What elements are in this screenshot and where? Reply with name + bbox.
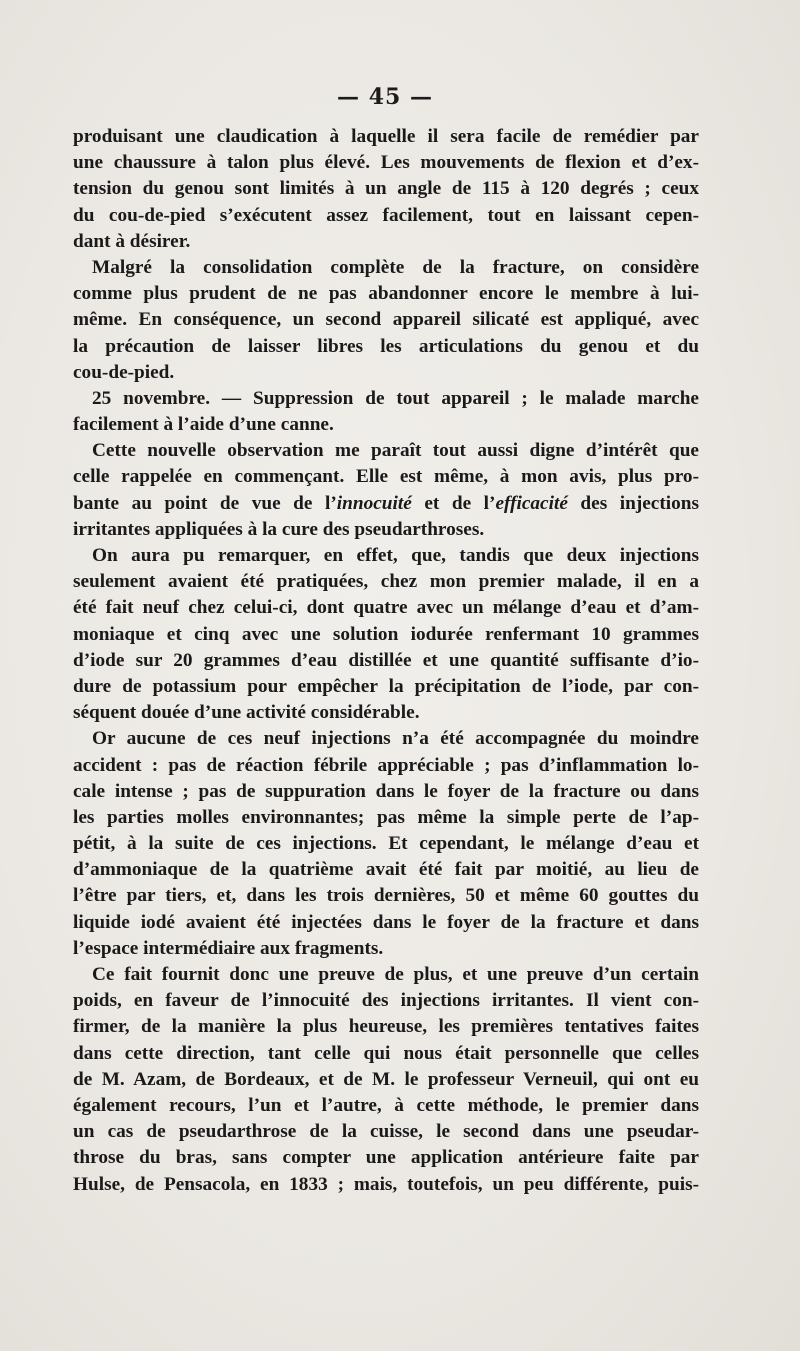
text-line: On aura pu remarquer, en effet, que, tandis que deux injections xyxy=(92,545,699,566)
text-line: facilement à l’aide d’une canne. xyxy=(73,414,334,436)
text-line: bante au point de vue de l’innocuité et de l’efficacité des injections xyxy=(73,492,700,514)
text-line: Or aucune de ces neuf injections n’a été accompagnée du moindre xyxy=(92,728,699,750)
text-line: dant à désirer. xyxy=(73,230,191,252)
text-line: séquent douée d’une activité considérable. xyxy=(73,702,420,724)
text-line: dure de potassium pour empêcher la précipitation de l’iode, par con- xyxy=(73,675,699,697)
text-line: Malgré la consolidation complète de la fracture, on considère xyxy=(92,256,699,278)
text-line: poids, en faveur de l’innocuité des injections irritantes. Il vient con- xyxy=(73,990,699,1012)
text-line: irritantes appliquées à la cure des pseudarthroses. xyxy=(73,518,485,540)
body-text xyxy=(73,124,699,1198)
text-line: moniaque et cinq avec une solution iodurée renfermant 10 grammes xyxy=(73,623,699,645)
text-line: de M. Azam, de Bordeaux, et de M. le professeur Verneuil, qui ont eu xyxy=(73,1068,699,1090)
text-line: d’iode sur 20 grammes d’eau distillée et une quantité suffisante d’io- xyxy=(73,649,699,671)
text-line: produisant une claudication à laquelle il sera facile de remédier par xyxy=(73,126,699,147)
text-line: Cette nouvelle observation me paraît tout aussi digne d’intérêt que xyxy=(92,440,699,462)
text-line: dans cette direction, tant celle qui nous était personnelle que celles xyxy=(73,1042,699,1064)
text-line: celle rappelée en commençant. Elle est même, à mon avis, plus pro- xyxy=(73,466,699,488)
page-number: — 45 — xyxy=(337,84,433,110)
text-line: pétit, à la suite de ces injections. Et cependant, le mélange d’eau et xyxy=(73,833,699,855)
text-line: 25 novembre. — Suppression de tout appareil ; le malade marche xyxy=(92,387,699,409)
text-line: liquide iodé avaient été injectées dans le foyer de la fracture et dans xyxy=(73,911,699,933)
text-line: l’espace intermédiaire aux fragments. xyxy=(73,937,384,959)
text-line: accident : pas de réaction fébrile appréciable ; pas d’inflammation lo- xyxy=(73,754,699,776)
text-line: cale intense ; pas de suppuration dans le foyer de la fracture ou dans xyxy=(73,780,699,802)
text-line: throse du bras, sans compter une application antérieure faite par xyxy=(73,1147,699,1169)
text-line: Hulse, de Pensacola, en 1833 ; mais, toutefois, un peu différente, puis- xyxy=(73,1173,699,1195)
text-line: firmer, de la manière la plus heureuse, les premières tentatives faites xyxy=(73,1016,699,1038)
text-line: du cou-de-pied s’exécutent assez facilement, tout en laissant cepen- xyxy=(73,204,699,226)
text-line: comme plus prudent de ne pas abandonner encore le membre à lui- xyxy=(73,283,699,305)
text-line: même. En conséquence, un second appareil silicaté est appliqué, avec xyxy=(73,309,699,331)
text-line: Ce fait fournit donc une preuve de plus, et une preuve d’un certain xyxy=(92,964,699,985)
text-line: l’être par tiers, et, dans les trois dernières, 50 et même 60 gouttes du xyxy=(73,885,699,907)
text-line: un cas de pseudarthrose de la cuisse, le second dans une pseudar- xyxy=(73,1121,699,1143)
text-line: tension du genou sont limités à un angle de 115 à 120 degrés ; ceux xyxy=(73,178,699,200)
text-line: également recours, l’un et l’autre, à cette méthode, le premier dans xyxy=(73,1094,699,1116)
text-line: seulement avaient été pratiquées, chez mon premier malade, il en a xyxy=(73,571,699,593)
text-line: une chaussure à talon plus élevé. Les mouvements de flexion et d’ex- xyxy=(73,152,699,174)
text-line: été fait neuf chez celui-ci, dont quatre avec un mélange d’eau et d’am- xyxy=(73,597,699,619)
text-line: les parties molles environnantes; pas même la simple perte de l’ap- xyxy=(73,806,699,828)
text-line: la précaution de laisser libres les articulations du genou et du xyxy=(73,335,699,357)
text-line: d’ammoniaque de la quatrième avait été fait par moitié, au lieu de xyxy=(73,859,699,881)
text-line: cou-de-pied. xyxy=(73,361,175,383)
